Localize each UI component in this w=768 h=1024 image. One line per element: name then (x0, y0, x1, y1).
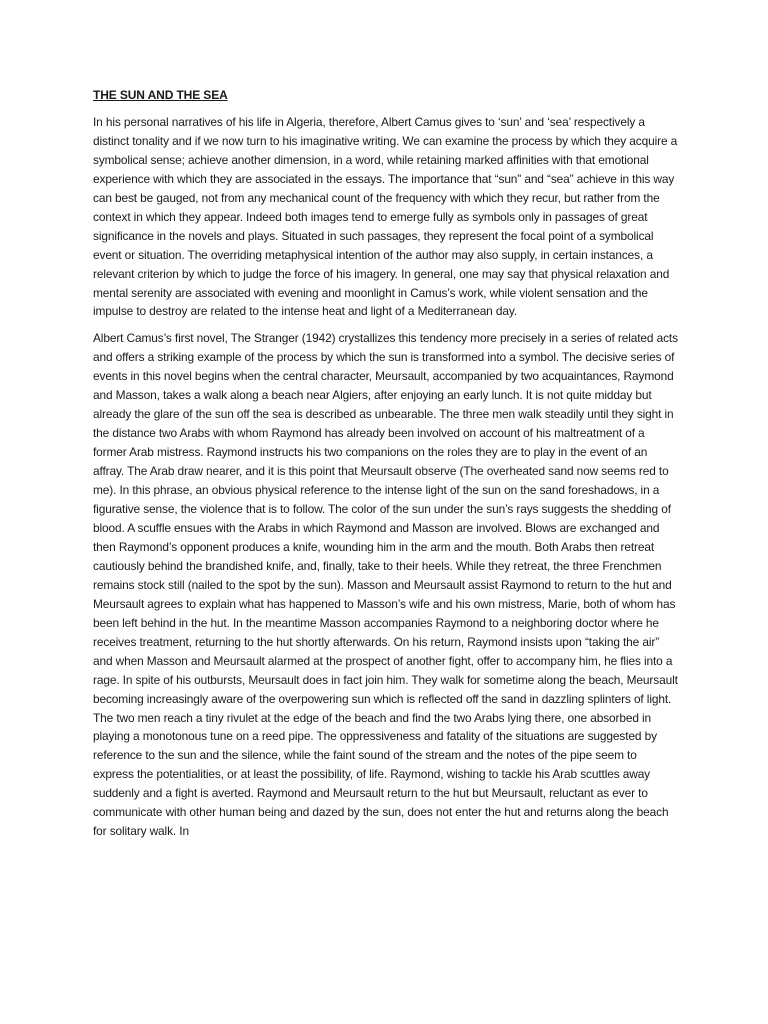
document-title: THE SUN AND THE SEA (93, 88, 228, 102)
paragraph-1: In his personal narratives of his life in Algeria, therefore, Albert Camus gives to ‘sun’ and ‘sea’ respectively a distinct tonality and if we now turn to his imaginative writing. We can examine the process by which they acquire a symbolical sense; achieve another dimension, in a word, while retaining marked affinities with that emotional experience with which they are associated in the essays. The importance that “sun” and “sea” achieve in this way can best be gauged, not from any mechanical count of the frequency with which they recur, but rather from the context in which they appear. Indeed both images tend to emerge fully as symbols only in passages of great significance in the novels and plays. Situated in such passages, they represent the focal point of a symbolical event or situation. The overriding metaphysical intention of the author may also supply, in certain instances, a relevant criterion by which to judge the force of his imagery. In general, one may say that physical relaxation and mental serenity are associated with evening and moonlight in Camus’s work, while violent sensation and the impulse to destroy are related to the intense heat and light of a Mediterranean day. (93, 114, 678, 319)
document-body (93, 86, 678, 849)
paragraph-2: Albert Camus’s first novel, The Stranger (1942) crystallizes this tendency more precisely in a series of related acts and offers a striking example of the process by which the sun is transformed into a symbol. The decisive series of events in this novel begins when the central character, Meursault, accompanied by two acquaintances, Raymond and Masson, takes a walk along a beach near Algiers, after enjoying an early lunch. It is not quite midday but already the glare of the sun off the sea is described as unbearable. The three men walk steadily until they sight in the distance two Arabs with whom Raymond has already been involved on account of his maltreatment of a former Arab mistress. Raymond instructs his two companions on the roles they are to play in the event of an affray. The Arab draw nearer, and it is this point that Meursault observe (The overheated sand now seems red to me). In this phrase, an obvious physical reference to the intense light of the sun on the sand foreshadows, in a figurative sense, the violence that is to follow. The color of the sun under the sun’s rays suggests the shedding of blood. A scuffle ensues with the Arabs in which Raymond and Masson are involved. Blows are exchanged and then Raymond’s opponent produces a knife, wounding him in the arm and the mouth. Both Arabs then retreat cautiously behind the brandished knife, and, finally, take to their heels. While they retreat, the three Frenchmen remains stock still (nailed to the spot by the sun). Masson and Meursault assist Raymond to return to the hut and Meursault agrees to explain what has happened to Masson’s wife and his own mistress, Marie, both of whom has been left behind in the hut. In the meantime Masson accompanies Raymond to a neighboring doctor where he receives treatment, returning to the hut shortly afterwards. On his return, Raymond insists upon “taking the air” and when Masson and Meursault alarmed at the prospect of another fight, offer to accompany him, he flies into a rage. In spite of his outbursts, Meursault does in fact join him. They walk for sometime along the beach, Meursault becoming increasingly aware of the overpowering sun which is reflected off the sand in dazzling splinters of light. The two men reach a tiny rivulet at the edge of the beach and find the two Arabs lying there, one absorbed in playing a monotonous tune on a reed pipe. The oppressiveness and fatality of the situations are suggested by reference to the sun and the silence, while the faint sound of the stream and the notes of the pipe seem to express the potentialities, or at least the possibility, of life. Raymond, wishing to tackle his Arab scuttles away suddenly and a fight is averted. Raymond and Meursault return to the hut but Meursault, reluctant as ever to communicate with other human being and dazed by the sun, does not enter the hut and returns along the beach for solitary walk. In (93, 331, 678, 839)
